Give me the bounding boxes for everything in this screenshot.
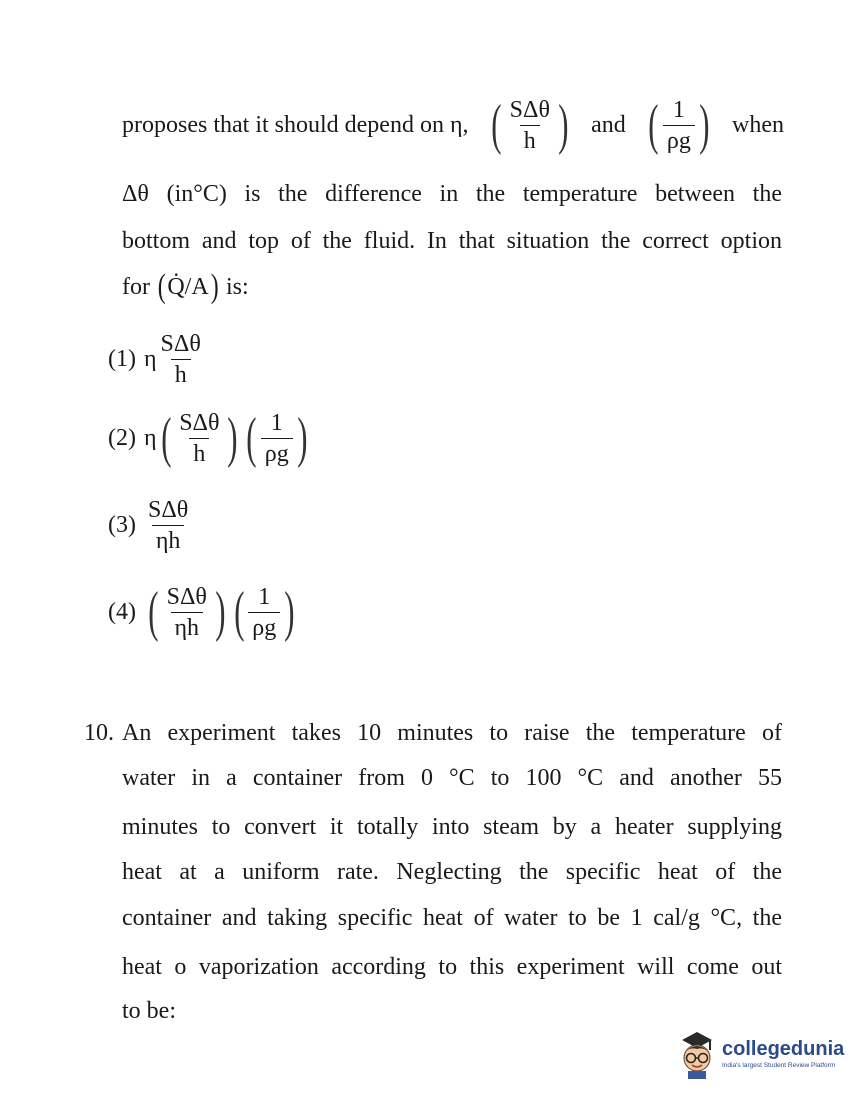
question-10-line-7: to be: — [122, 998, 176, 1024]
intro-lead: proposes that it should depend on η, — [122, 111, 469, 138]
fraction-denominator: ηh — [171, 612, 204, 640]
option-label: (1) — [108, 346, 136, 372]
line3-suffix: is: — [225, 273, 249, 300]
option-label: (3) — [108, 512, 136, 538]
option-label: (2) — [108, 424, 136, 451]
fraction-numerator: 1 — [258, 583, 271, 610]
intro-when: when — [732, 111, 784, 138]
option-label: (4) — [108, 598, 136, 625]
fraction-denominator: h — [189, 438, 209, 466]
question-10-line-3: minutes to convert it totally into steam by a heater supplying — [122, 814, 782, 840]
line3-prefix: for — [122, 273, 150, 300]
intro-and: and — [591, 111, 626, 138]
heat-flux-expression: Q̇/A — [167, 273, 209, 300]
fraction-numerator: SΔθ — [160, 331, 201, 357]
option-eta: η — [143, 346, 157, 372]
paragraph-line-2: bottom and top of the fluid. In that situation the correct option — [122, 228, 782, 254]
fraction-numerator: SΔθ — [147, 497, 189, 523]
fraction-denominator: ρg — [248, 612, 280, 640]
logo-name: collegedunia — [722, 1038, 845, 1060]
paragraph-line-3: for ( Q̇/A ) is: — [122, 268, 249, 305]
logo-tagline: India's largest Student Review Platform — [722, 1062, 836, 1069]
fraction-numerator: 1 — [672, 96, 685, 123]
fraction-numerator: SΔθ — [166, 583, 207, 610]
fraction-denominator: ρg — [663, 125, 695, 153]
question-10-line-6: heat o vaporization according to this experiment will come out — [122, 954, 782, 980]
collegedunia-logo — [676, 1028, 844, 1080]
fraction-numerator: 1 — [270, 409, 283, 436]
fraction-sdt-over-h: ( $\frac{\text{SΔθ}}{h}$ ) — [491, 94, 569, 156]
fraction-denominator: ρg — [261, 438, 293, 466]
question-10-line-5: container and taking specific heat of water to be 1 cal/g °C, the — [122, 905, 782, 931]
option-1 — [108, 332, 205, 387]
question-10-line-2: water in a container from 0 °C to 100 °C and another 55 — [122, 765, 782, 791]
fraction-denominator: h — [520, 125, 540, 153]
question-10-line-4: heat at a uniform rate. Neglecting the specific heat of the — [122, 859, 782, 885]
mascot-icon — [676, 1028, 718, 1080]
question-10-line-1: An experiment takes 10 minutes to raise the temperature of — [122, 720, 782, 746]
paragraph-line-1: Δθ (in°C) is the difference in the temperature between the — [122, 181, 782, 207]
question-10-number: 10. — [84, 720, 114, 746]
option-3 — [108, 498, 192, 553]
option-4: (4) ( $\frac{\text{SΔθ}}{\eta h}$ ) ( $\frac{1}{\rho g}$ ) — [108, 581, 295, 643]
option-2: (2) η ( $\frac{\text{SΔθ}}{h}$ ) ( $\frac{1}{\rho g}$ ) — [108, 407, 308, 469]
fraction-one-over-rho-g: ( $\frac{1}{\rho g}$ ) — [648, 94, 710, 156]
fraction-denominator: h — [171, 359, 191, 387]
fraction-numerator: SΔθ — [509, 96, 550, 123]
intro-line — [122, 92, 784, 158]
option-eta: η — [143, 424, 157, 451]
fraction-numerator: SΔθ — [179, 409, 220, 436]
fraction-denominator: ηh — [152, 525, 185, 553]
